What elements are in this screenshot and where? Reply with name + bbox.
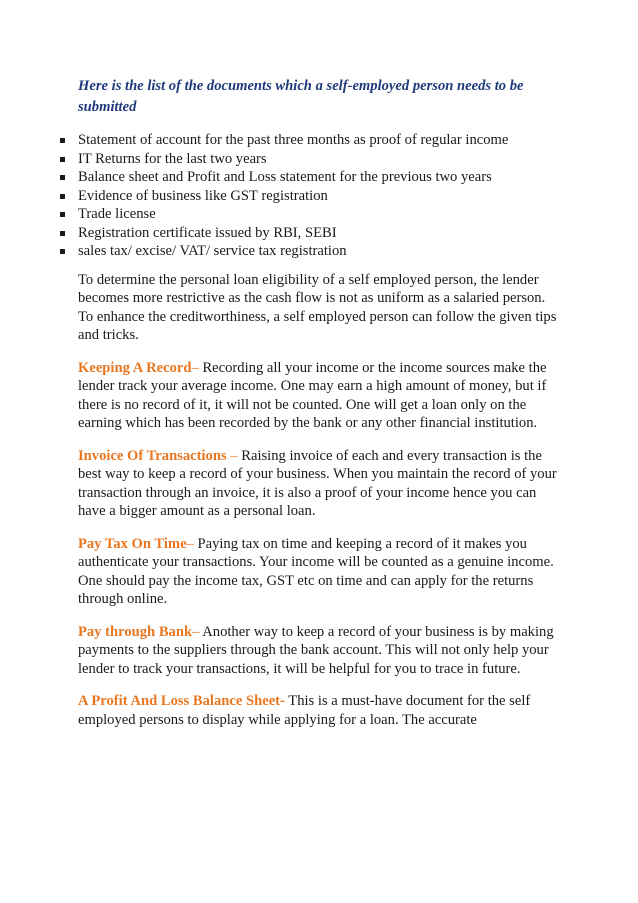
bullet-icon [60, 194, 65, 199]
bullet-icon [60, 157, 65, 162]
tip-pay-bank [78, 623, 563, 679]
bullet-icon [60, 231, 65, 236]
list-item-text: Balance sheet and Profit and Loss statement for the previous two years [78, 169, 492, 185]
list-item [78, 224, 563, 243]
tip-text: Paying tax on time and keeping a record of it makes you authenticate your transactions. Your income will be counted as a genuine income. One should pay the income tax, GST etc on time and can apply for the returns through online. [78, 535, 554, 607]
bullet-icon [60, 212, 65, 217]
list-item [78, 187, 563, 206]
tip-text: Raising invoice of each and every transaction is the best way to keep a record of your business. When you maintain the record of your transaction through an invoice, it is also a proof of your income hence you can have a bigger amount as a personal loan. [78, 447, 557, 519]
tip-pay-tax [78, 535, 563, 609]
tip-profit-loss [78, 692, 563, 729]
tip-separator: – [191, 359, 199, 376]
documents-list [78, 131, 563, 261]
tip-separator: – [230, 447, 238, 464]
list-heading: Here is the list of the documents which a self-employed person needs to be submitted [78, 78, 524, 115]
tip-term: Pay through Bank [78, 623, 193, 640]
tip-term: Pay Tax On Time [78, 535, 187, 552]
list-item [78, 131, 563, 150]
tip-invoice [78, 447, 563, 521]
tip-term: Invoice Of Transactions [78, 447, 231, 464]
tip-text: Recording all your income or the income sources make the lender track your average income. One may earn a high amount of money, but if there is no record of it, it will not be counted. One will get a loan only on the earning which has been recorded by the bank or any other financial institution. [78, 359, 547, 431]
bullet-icon [60, 175, 65, 180]
tip-separator: – [192, 623, 200, 640]
intro-paragraph: To determine the personal loan eligibility of a self employed person, the lender becomes more restrictive as the cash flow is not as uniform as a salaried person. To enhance the creditworthiness, a self employed person can follow the given tips and tricks. [78, 271, 557, 343]
document-content [78, 76, 563, 743]
tip-text: This is a must-have document for the self employed persons to display while applying for a loan. The accurate [78, 693, 531, 728]
list-item [78, 242, 563, 261]
tip-text: Another way to keep a record of your business is by making payments to the suppliers through the bank account. This will not only help your lender to track your transactions, it will be helpful for you to trace in future. [78, 623, 554, 677]
bullet-icon [60, 249, 65, 254]
tip-term: Keeping A Record [78, 359, 192, 376]
bullet-icon [60, 138, 65, 143]
tip-keeping-record [78, 359, 563, 433]
list-item-text: Trade license [78, 206, 156, 222]
list-item [78, 150, 563, 169]
tip-term: A Profit And Loss Balance Sheet- [78, 693, 285, 709]
list-item-text: Evidence of business like GST registration [78, 187, 328, 204]
list-item [78, 205, 563, 224]
list-item-text: sales tax/ excise/ VAT/ service tax registration [78, 243, 347, 259]
list-item-text: Statement of account for the past three months as proof of regular income [78, 132, 509, 148]
list-item [78, 168, 563, 187]
tip-separator: – [186, 535, 194, 552]
list-item-text: IT Returns for the last two years [78, 150, 267, 167]
list-item-text: Registration certificate issued by RBI, SEBI [78, 224, 337, 241]
